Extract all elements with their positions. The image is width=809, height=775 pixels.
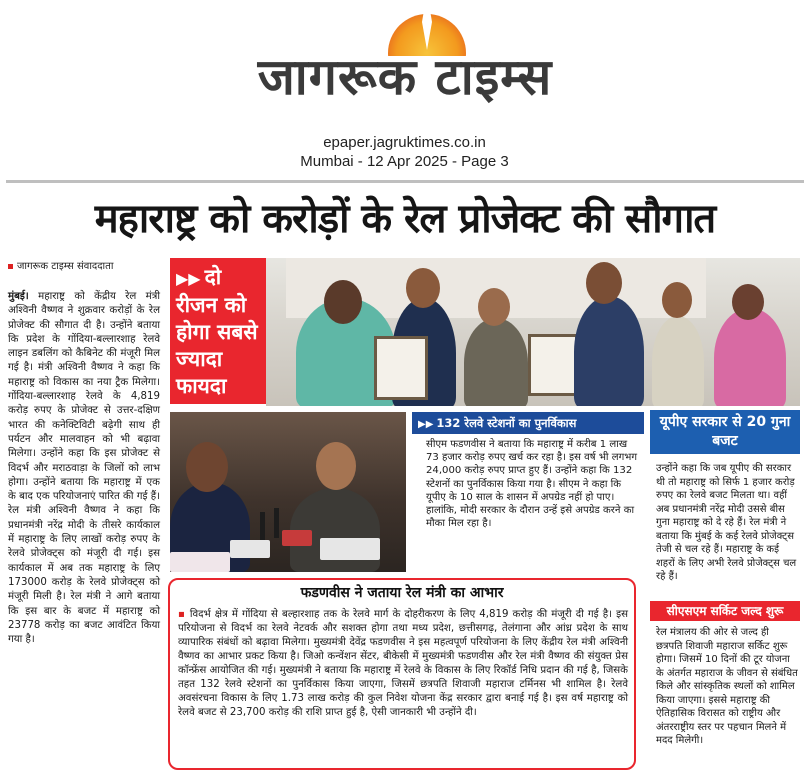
lead-article — [8, 290, 160, 647]
double-arrow-icon: ▶▶ — [418, 419, 434, 430]
highlight-text: दो रीजन को होगा सबसे ज्यादा फायदा — [176, 265, 258, 398]
headline: महाराष्ट्र को करोड़ों के रेल प्रोजेक्ट की सौगात — [94, 196, 716, 242]
csm-circuit-text: रेल मंत्रालय की ओर से जल्द ही छत्रपति शिवाजी महाराज सर्किट शुरू होगा। जिसमें 10 दिनों की टूर योजना के अंतर्गत महाराज के जीवन से संबंधित किले और सांस्कृतिक स्थलों को शामिल किया जाएगा। इससे महाराष्ट्र की ऐतिहासिक विरासत को राष्ट्रीय और अंतरराष्ट्रीय स्तर पर पहचान मिलने में मदद मिलेगी। — [656, 627, 798, 746]
edition-date: Mumbai - 12 Apr 2025 - Page 3 — [300, 153, 509, 170]
newspaper-logo: जागरूक टाइम्स — [257, 48, 553, 106]
stations-box-title: ▶▶ 132 रेलवे स्टेशनों का पुनर्विकास — [412, 412, 644, 434]
upa-budget-text: उन्होंने कहा कि जब यूपीए की सरकार थी तो महाराष्ट्र को सिर्फ 1 हजार करोड़ रुपए का रेलवे बजट मिलता था। वहीं अब प्रधानमंत्री नरेंद्र मोदी उससे बीस गुना महाराष्ट्र को दे रहे हैं। रेल मंत्री ने बताया कि मुंबई के कई रेलवे प्रोजेक्ट्स तेजी से चल रहे हैं। महाराष्ट्र के कई शहरों के लिए अभी रेलवे प्रोजेक्ट्स चल रहे हैं। — [656, 463, 797, 582]
press-conference-photo — [170, 412, 406, 572]
double-arrow-icon: ▶▶ — [176, 269, 201, 288]
fadnavis-thanks-box — [168, 578, 636, 770]
epaper-url: epaper.jagruktimes.co.in — [323, 134, 486, 151]
csm-circuit-heading: सीएसएम सर्किट जल्द शुरू — [650, 601, 800, 621]
highlight-box — [170, 258, 266, 404]
dateline: मुंबई। — [8, 291, 29, 302]
fadnavis-box-title: फडणवीस ने जताया रेल मंत्री का आभार — [300, 585, 504, 601]
ceremony-photo — [266, 258, 800, 406]
lead-text: महाराष्ट्र को केंद्रीय रेल मंत्री अश्विनी वैष्णव ने शुक्रवार करोड़ों के रेल प्रोजेक्ट की सौगात दी है। उन्होंने बताया कि प्रदेश के गोंदिया-बल्लारशाह रेलवे लाइन डबलिंग को कैबिनेट की मंजूरी मिल गई है। मंत्री अश्विनी वैष्णव ने कहा कि महाराष्ट्र को विकास का नया ट्रैक मिलेगा। गोंदिया-बल्लारशाह रेलवे के 4,819 करोड़ रुपए के प्रोजेक्ट से उत्तर-दक्षिण भारत की कनेक्टिविटी बढ़ेगी साथ ही पर्यटन और मालवाहन को भी बढ़ावा मिलेगा। उन्होंने कहा कि इस प्रोजेक्ट से विदर्भ और मराठवाड़ा के जिलों को लाभ होगा। उन्होंने बताया कि महाराष्ट्र में एक के बाद एक परियोजनाएं पारित की गई हैं। रेल मंत्री अश्विनी वैष्णव ने कहा कि प्रधानमंत्री नरेंद्र मोदी के तीसरे कार्यकाल में महाराष्ट्र के लिए लाखों करोड़ रुपए के रेलवे प्रोजेक्ट्स को मंजूरी दी गई। इस कार्यकाल में अब तक महाराष्ट्र के लिए 173000 करोड़ के रेलवे प्रोजेक्ट्स को मंजूरी मिली है। रेल मंत्री ने आगे बताया कि इस बार के बजट में महाराष्ट्र को 23778 करोड़ का बजट आवंटित किया गया है। — [8, 291, 160, 646]
stations-redevelopment-box — [412, 412, 644, 572]
upa-budget-heading: यूपीए सरकार से 20 गुना बजट — [650, 410, 800, 454]
byline: जागरूक टाइम्स संवाददाता — [8, 258, 168, 272]
masthead — [0, 0, 809, 178]
stations-box-text: सीएम फडणवीस ने बताया कि महाराष्ट्र में करीब 1 लाख 73 हजार करोड़ रुपए खर्च कर रहा है। इस वर्ष भी लगभग 24,000 करोड़ रुपए प्राप्त हुए हैं। उन्होंने कहा कि 132 स्टेशनों का पुनर्विकास किया गया है। सीएम ने कहा कि यूपीए के 10 साल के शासन में अपग्रेड नहीं हो पाए। हालांकि, मोदी सरकार के दौरान उन्हें इसे अपग्रेड करने का मौका मिल रहा है। — [426, 439, 638, 530]
fadnavis-box-text: ▪ विदर्भ क्षेत्र में गोंदिया से बल्हारशाह तक के रेलवे मार्ग के दोहरीकरण के लिए 4,819 करोड़ की मंजूरी दी गई है। इस परियोजना से विदर्भ का रेलवे नेटवर्क और सशक्त होगा तथा मध्य प्रदेश, छत्तीसगढ़, तेलंगाना और आंध्र प्रदेश के साथ व्यापारिक संबंधों को बढ़ावा मिलेगा। मुख्यमंत्री देवेंद्र फडणवीस ने इस महत्वपूर्ण परियोजना के लिए केंद्रीय रेल मंत्री अश्विनी वैष्णव का आभार प्रकट किया है। जिओ कन्वेंशन सेंटर, बीकेसी में मुख्यमंत्री फडणवीस और रेल मंत्री वैष्णव की संयुक्त प्रेस कॉन्फ्रेंस आयोजित की गई। मुख्यमंत्री ने बताया कि महाराष्ट्र में रेलवे के विकास के लिए रिकॉर्ड निधि प्रदान की गई है, जिसके तहत 132 रेलवे स्टेशनों का पुनर्विकास किया जाएगा, जिसमें छत्रपति शिवाजी महाराज टर्मिनस भी शामिल है। रेलवे अवसंरचना विकास के लिए 1.73 लाख करोड़ की कुल निवेश योजना केंद्र सरकार द्वारा बनाई गई है। इस वर्ष महाराष्ट्र को रेलवे बजट से 23,700 करोड़ की राशि प्राप्त हुई है, ऐसी जानकारी भी उन्होंने दी। — [178, 608, 628, 720]
